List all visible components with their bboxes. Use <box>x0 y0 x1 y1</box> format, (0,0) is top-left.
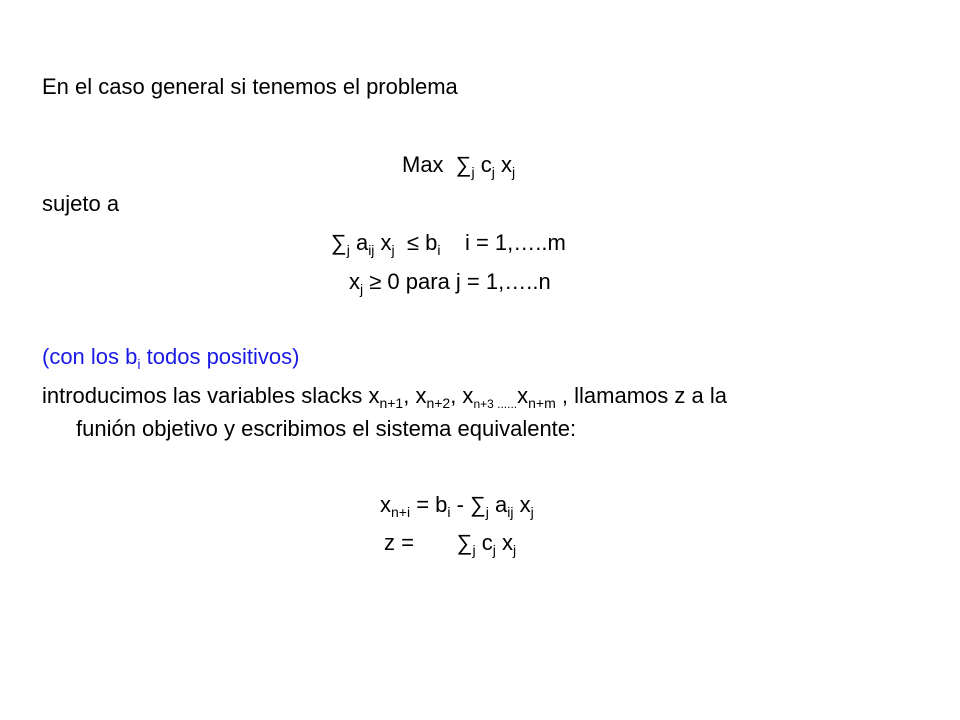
subject-to-text: sujeto a <box>42 191 120 216</box>
slack-equation: $x_{n+i} = b_i - \sum_j$ $a_{ij}$ $x_j$ <box>380 492 534 520</box>
intro-text: En el caso general si tenemos el problema <box>42 74 458 99</box>
positivity-note: (con los $b_i$ todos positivos) <box>42 344 300 372</box>
slacks-text-line2: funión objetivo y escribimos el sistema equivalente: <box>76 416 577 441</box>
constraint-formula: $\sum_j$ $a_{ij}$ $x_j \le b_i$ i = 1,…..m <box>331 230 566 258</box>
objective-equation: z = $\sum_j$ $c_j$ $x_j$ <box>384 530 517 558</box>
nonnegativity-formula: $x_j \ge 0$ para j = 1,…..n <box>349 269 551 297</box>
objective-formula: Max $\sum_j$ $c_j$ $x_j$ <box>402 152 516 180</box>
slacks-text-line1: introducimos las variables slacks $x_{n+1}$, $x_{n+2}$, $x_{n+3 ......}x_{n+m}$ , llamamos z a la <box>42 383 727 411</box>
